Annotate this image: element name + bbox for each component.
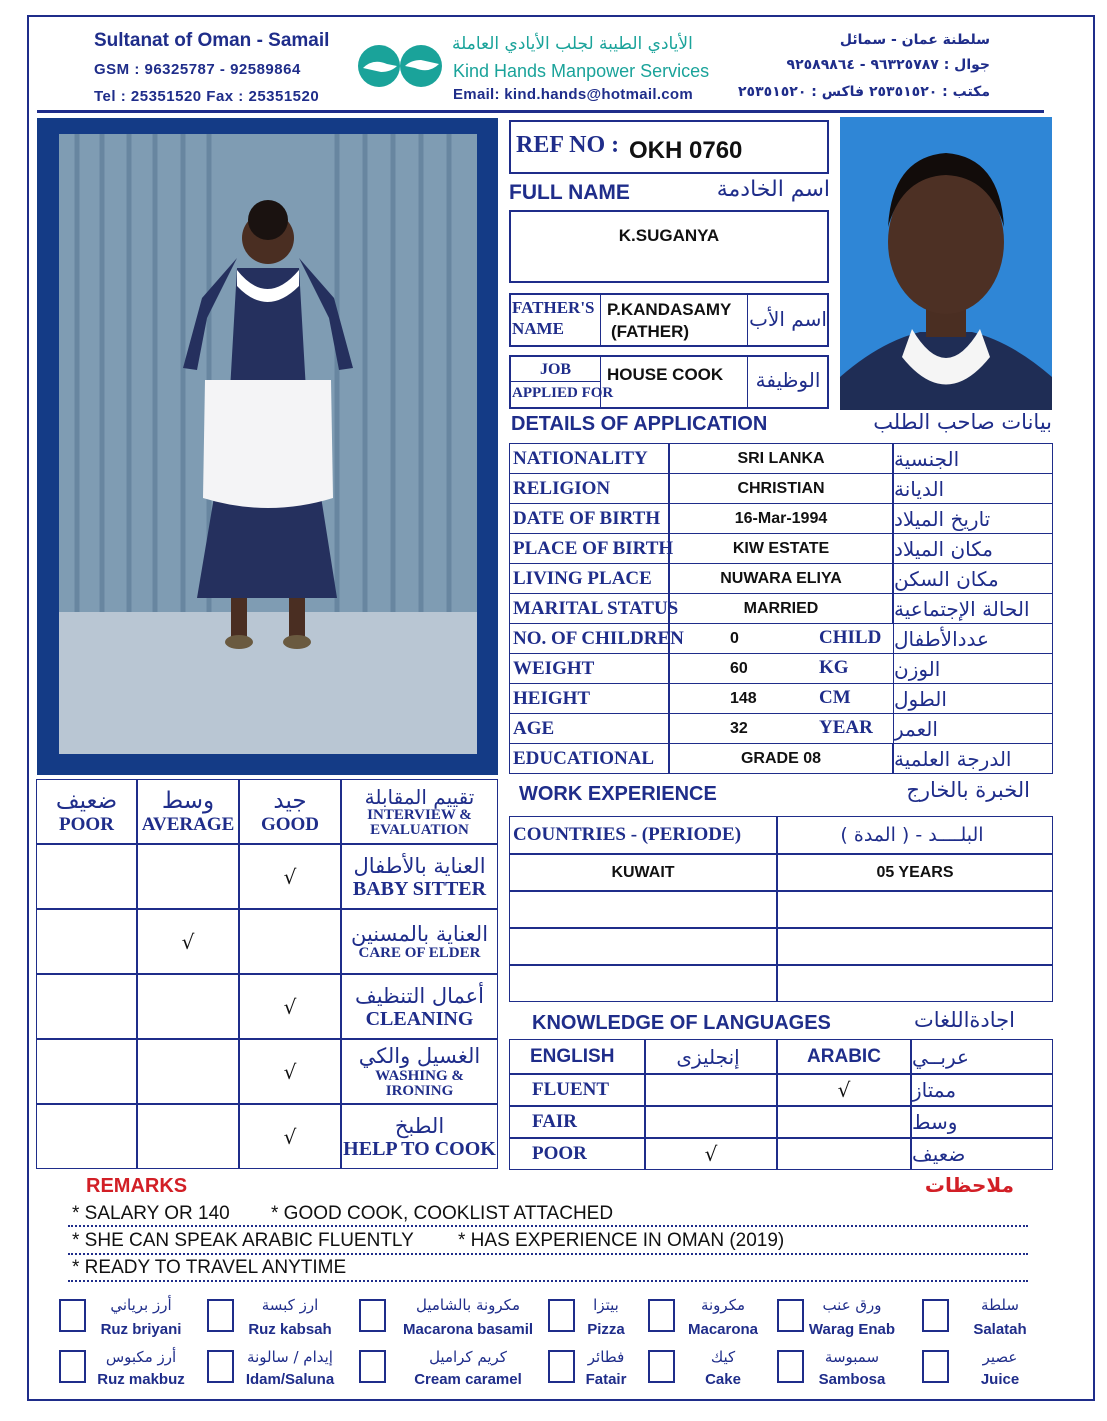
- lang-level-en: POOR: [509, 1138, 645, 1170]
- lang-level-en: FLUENT: [509, 1074, 645, 1106]
- lang-arabic-ar: عربــي: [911, 1039, 1053, 1074]
- lang-english-cell[interactable]: [645, 1074, 777, 1106]
- details-table: [509, 443, 1053, 773]
- eval-average-cell[interactable]: [137, 974, 239, 1039]
- work-experience-title: WORK EXPERIENCE: [519, 783, 717, 805]
- detail-value: 16-Mar-1994: [669, 503, 893, 534]
- food-name-ar: فطائر: [587, 1348, 625, 1366]
- full-name-label-ar: اسم الخادمة: [716, 177, 830, 202]
- eval-poor-cell[interactable]: [36, 909, 137, 974]
- lang-level-ar: وسط: [911, 1106, 1053, 1138]
- remark-oman: * HAS EXPERIENCE IN OMAN (2019): [458, 1230, 785, 1251]
- food-name-en: Idam/Saluna: [245, 1371, 335, 1388]
- detail-label-ar: مكان السكن: [893, 563, 1053, 594]
- eval-skill: [341, 844, 498, 909]
- eval-average-cell[interactable]: [137, 1104, 239, 1169]
- detail-value: MARRIED: [669, 593, 893, 624]
- detail-label: EDUCATIONAL: [509, 743, 669, 774]
- eval-good-cell[interactable]: √: [239, 1104, 341, 1169]
- detail-label-ar: الديانة: [893, 473, 1053, 504]
- detail-label-ar: مكان الميلاد: [893, 533, 1053, 564]
- eval-header-poor: [36, 779, 137, 844]
- portrait-photo: [840, 117, 1052, 410]
- detail-label: DATE OF BIRTH: [509, 503, 669, 534]
- detail-label: RELIGION: [509, 473, 669, 504]
- detail-label-ar: الجنسية: [893, 443, 1053, 474]
- father-value-2: (FATHER): [611, 322, 690, 341]
- eval-good-cell[interactable]: √: [239, 1039, 341, 1104]
- father-value-1: P.KANDASAMY: [607, 300, 732, 319]
- eval-header-en: INTERVIEW & EVALUATION: [367, 806, 472, 838]
- eval-skill-en: WASHING & IRONING: [375, 1067, 464, 1099]
- full-name-box: [509, 210, 829, 283]
- lang-english-cell[interactable]: √: [645, 1138, 777, 1170]
- work-country: [509, 928, 777, 965]
- detail-label-ar: الطول: [893, 683, 1053, 714]
- detail-label-ar: الدرجة العلمية: [893, 743, 1053, 774]
- food-name-ar: إيدام / سالونة: [247, 1348, 333, 1366]
- job-value: HOUSE COOK: [607, 365, 724, 384]
- detail-unit: YEAR: [819, 717, 873, 738]
- lang-arabic-cell[interactable]: √: [777, 1074, 911, 1106]
- work-country: [509, 965, 777, 1002]
- lang-english-ar: إنجليزى: [645, 1039, 777, 1074]
- eval-poor-cell[interactable]: [36, 844, 137, 909]
- eval-average-cell[interactable]: √: [137, 909, 239, 974]
- eval-header-en: POOR: [59, 813, 114, 835]
- food-name-en: Warag Enab: [808, 1321, 896, 1338]
- eval-poor-cell[interactable]: [36, 1039, 137, 1104]
- detail-label: WEIGHT: [509, 653, 669, 684]
- company-name-ar: الأيادي الطيبة لجلب الأيادي العاملة: [452, 34, 693, 54]
- detail-label-ar: العمر: [893, 713, 1053, 744]
- eval-header-label: [341, 779, 498, 844]
- food-name-en: Macarona basamil: [402, 1321, 534, 1338]
- eval-good-cell[interactable]: √: [239, 844, 341, 909]
- food-name-ar: أرز برياني: [110, 1296, 172, 1314]
- eval-skill-ar: العناية بالأطفال: [353, 854, 486, 879]
- food-name-en: Sambosa: [818, 1371, 886, 1388]
- job-box: [509, 355, 829, 409]
- eval-skill-ar: الغسيل والكي: [358, 1044, 481, 1069]
- ref-box: [509, 120, 829, 174]
- food-name-en: Pizza: [587, 1321, 625, 1338]
- detail-value: 0: [669, 623, 893, 654]
- work-period: [777, 965, 1053, 1002]
- food-name-ar: مكرونة بالشاميل: [415, 1296, 520, 1314]
- food-name-ar: ورق عنب: [822, 1296, 882, 1314]
- detail-label: HEIGHT: [509, 683, 669, 714]
- work-period: [777, 928, 1053, 965]
- work-period: [777, 891, 1053, 928]
- eval-skill-ar: أعمال التنظيف: [354, 984, 485, 1009]
- eval-header-ar: جيد: [273, 788, 307, 815]
- food-name-ar: كريم كراميل: [429, 1348, 507, 1366]
- company-email: Email: kind.hands@hotmail.com: [453, 86, 694, 103]
- lang-level-en: FAIR: [509, 1106, 645, 1138]
- food-checkbox[interactable]: [359, 1299, 386, 1332]
- job-label-ar: الوظيفة: [755, 368, 821, 392]
- father-box: [509, 293, 829, 347]
- eval-skill-ar: العناية بالمسنين: [350, 921, 489, 946]
- eval-poor-cell[interactable]: [36, 974, 137, 1039]
- eval-header-good: [239, 779, 341, 844]
- eval-skill-en: CLEANING: [365, 1007, 474, 1030]
- father-label-2: NAME: [512, 319, 564, 338]
- eval-skill: [341, 974, 498, 1039]
- header-office-ar: مكتب : ٢٥٣٥١٥٢٠ فاكس : ٢٥٣٥١٥٢٠: [738, 84, 990, 100]
- lang-english-cell[interactable]: [645, 1106, 777, 1138]
- header-gsm: GSM : 96325787 - 92589864: [94, 61, 301, 78]
- food-name-ar: كيك: [710, 1348, 736, 1366]
- languages-table: [509, 1039, 1053, 1171]
- father-label-1: FATHER'S: [512, 298, 595, 317]
- detail-label: PLACE OF BIRTH: [509, 533, 669, 564]
- lang-level-ar: ضعيف: [911, 1138, 1053, 1170]
- eval-skill-en: BABY SITTER: [352, 877, 487, 900]
- work-col-ar: البلــــد - ( المدة ): [777, 816, 1053, 854]
- remarks-label-ar: ملاحظات: [924, 1173, 1014, 1197]
- detail-label: AGE: [509, 713, 669, 744]
- remark-salary: * SALARY OR 140: [72, 1203, 230, 1224]
- detail-value: 32: [669, 713, 893, 744]
- eval-skill: [341, 1104, 498, 1169]
- food-name-en: Cake: [705, 1371, 741, 1388]
- detail-value: NUWARA ELIYA: [669, 563, 893, 594]
- eval-skill: [341, 909, 498, 974]
- food-name-en: Cream caramel: [414, 1371, 522, 1388]
- header-location-ar: سلطنة عمان - سمائل: [839, 32, 990, 48]
- food-checkbox[interactable]: [359, 1350, 386, 1383]
- detail-label-ar: الحالة الإجتماعية: [893, 593, 1053, 624]
- lang-arabic-cell[interactable]: [777, 1138, 911, 1170]
- languages-title: KNOWLEDGE OF LANGUAGES: [532, 1012, 831, 1034]
- remark-cook: * GOOD COOK, COOKLIST ATTACHED: [271, 1203, 614, 1224]
- eval-average-cell[interactable]: [137, 1039, 239, 1104]
- detail-label: MARITAL STATUS: [509, 593, 669, 624]
- header-tel: Tel : 25351520 Fax : 25351520: [94, 88, 320, 105]
- eval-good-cell[interactable]: √: [239, 974, 341, 1039]
- eval-skill-en: CARE OF ELDER: [358, 945, 481, 962]
- eval-header-en: GOOD: [260, 813, 320, 835]
- eval-skill: [341, 1039, 498, 1104]
- detail-label-ar: عددالأطفال: [893, 623, 1053, 654]
- full-name-label: FULL NAME: [509, 181, 630, 204]
- lang-arabic-en: ARABIC: [777, 1039, 911, 1074]
- food-name-ar: مكرونة: [700, 1296, 746, 1314]
- detail-value: CHRISTIAN: [669, 473, 893, 504]
- food-name-ar: أرز مكبوس: [105, 1348, 177, 1366]
- food-name-ar: سلطة: [981, 1296, 1019, 1314]
- languages-title-ar: اجادةاللغات: [913, 1008, 1015, 1032]
- father-label-ar: اسم الأب: [749, 307, 827, 331]
- detail-value: 148: [669, 683, 893, 714]
- ref-label: REF NO :: [516, 132, 620, 158]
- remark-travel: * READY TO TRAVEL ANYTIME: [72, 1257, 347, 1278]
- detail-label: NATIONALITY: [509, 443, 669, 474]
- eval-header-ar: تقييم المقابلة: [364, 784, 475, 809]
- food-name-en: Ruz briyani: [100, 1321, 182, 1338]
- detail-value: 60: [669, 653, 893, 684]
- detail-label-ar: تاريخ الميلاد: [893, 503, 1053, 534]
- food-name-ar: ارز كبسة: [261, 1296, 319, 1314]
- details-title: DETAILS OF APPLICATION: [511, 413, 768, 435]
- work-col-en: COUNTRIES - (PERIODE): [509, 816, 777, 854]
- food-name-en: Salatah: [973, 1321, 1027, 1338]
- lang-english-en: ENGLISH: [509, 1039, 645, 1074]
- lang-level-ar: ممتاز: [911, 1074, 1053, 1106]
- lang-arabic-cell[interactable]: [777, 1106, 911, 1138]
- header-divider: [37, 110, 1044, 113]
- remarks-label: REMARKS: [86, 1175, 188, 1197]
- detail-unit: CM: [819, 687, 851, 708]
- detail-label: LIVING PLACE: [509, 563, 669, 594]
- food-name-en: Fatair: [585, 1371, 627, 1388]
- job-label-1: JOB: [539, 361, 572, 378]
- eval-header-ar: وسط: [161, 788, 215, 815]
- food-name-ar: عصير: [982, 1348, 1018, 1366]
- eval-poor-cell[interactable]: [36, 1104, 137, 1169]
- food-name-ar: سمبوسة: [824, 1348, 880, 1366]
- eval-average-cell[interactable]: [137, 844, 239, 909]
- work-experience-title-ar: الخبرة بالخارج: [906, 778, 1030, 802]
- detail-label-ar: الوزن: [893, 653, 1053, 684]
- eval-good-cell[interactable]: [239, 909, 341, 974]
- evaluation-table: [36, 779, 498, 1171]
- food-name-en: Macarona: [687, 1321, 759, 1338]
- work-country: KUWAIT: [509, 854, 777, 891]
- ref-value: OKH 0760: [629, 137, 743, 164]
- detail-value: SRI LANKA: [669, 443, 893, 474]
- header-location: Sultanat of Oman - Samail: [94, 30, 330, 51]
- food-name-en: Ruz kabsah: [248, 1321, 332, 1338]
- full-name-value: K.SUGANYA: [618, 226, 720, 245]
- food-name-ar: بيتزا: [593, 1296, 619, 1314]
- detail-value: GRADE 08: [669, 743, 893, 774]
- remark-arabic: * SHE CAN SPEAK ARABIC FLUENTLY: [72, 1230, 414, 1251]
- header-mobile-ar: جوال : ٩٦٣٢٥٧٨٧ - ٩٢٥٨٩٨٦٤: [786, 57, 990, 73]
- eval-header-average: [137, 779, 239, 844]
- detail-unit: CHILD: [819, 627, 882, 648]
- eval-skill-ar: الطبخ: [394, 1114, 445, 1139]
- work-experience-table: [509, 816, 1053, 1002]
- detail-value: KIW ESTATE: [669, 533, 893, 564]
- eval-header-en: AVERAGE: [141, 813, 235, 835]
- full-body-photo: [37, 118, 498, 775]
- food-name-en: Juice: [980, 1371, 1020, 1388]
- detail-unit: KG: [819, 657, 849, 678]
- job-label-2: APPLIED FOR: [512, 385, 614, 401]
- food-name-en: Ruz makbuz: [97, 1371, 185, 1388]
- work-period: 05 YEARS: [777, 854, 1053, 891]
- details-title-ar: بيانات صاحب الطلب: [873, 410, 1052, 434]
- work-country: [509, 891, 777, 928]
- eval-header-ar: ضعيف: [55, 788, 118, 815]
- company-name-en: Kind Hands Manpower Services: [453, 61, 710, 81]
- eval-skill-en: HELP TO COOK: [343, 1137, 496, 1160]
- detail-label: NO. OF CHILDREN: [509, 623, 669, 654]
- company-logo: [357, 44, 445, 88]
